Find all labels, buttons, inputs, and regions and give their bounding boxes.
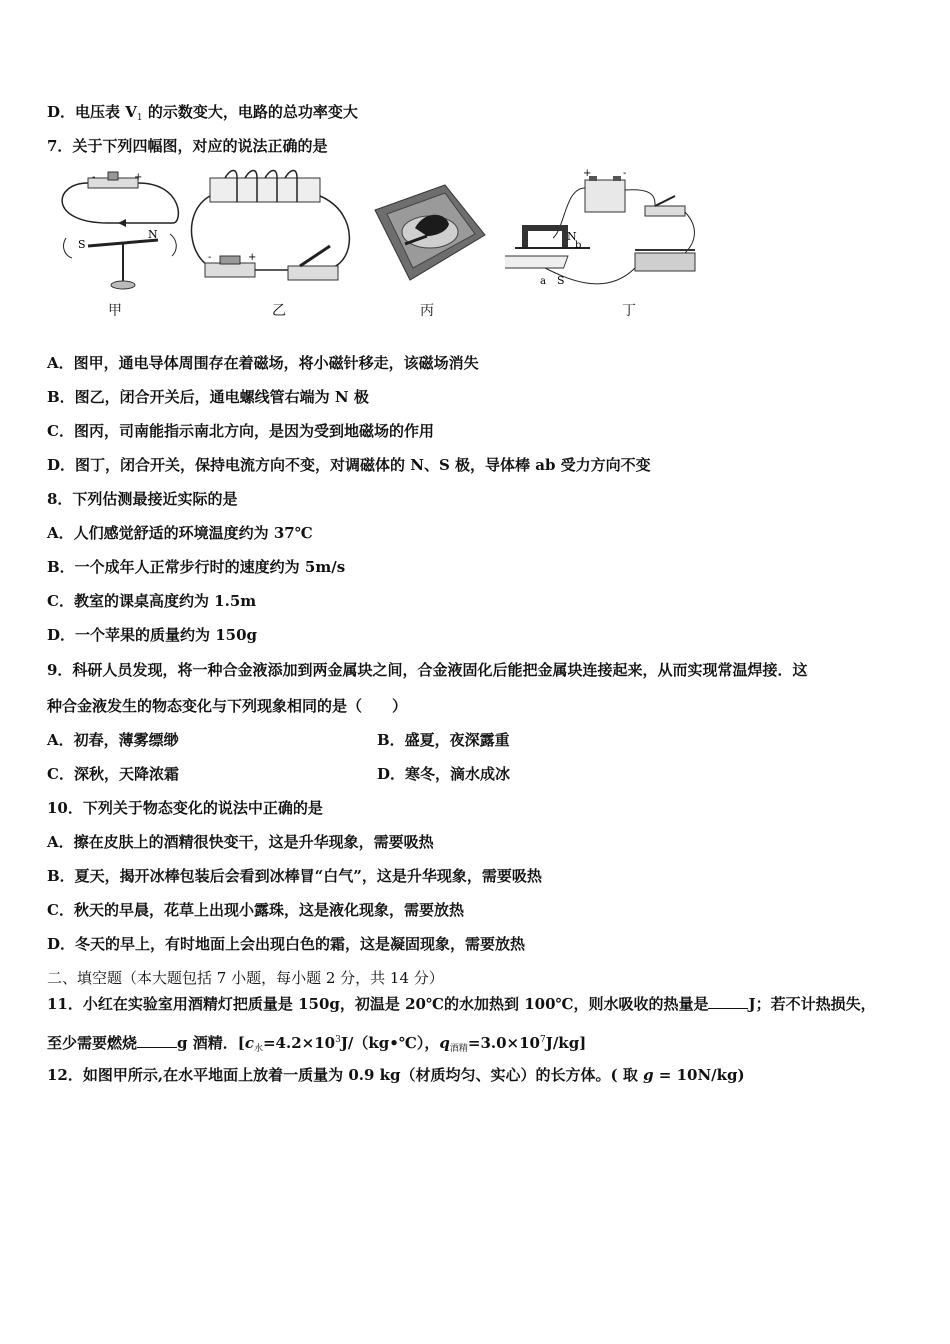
q9-option-a: A．初春，薄雾缥缈 [47,731,179,749]
q11-q-exponent: 7 [539,1035,546,1045]
q10-option-c: C．秋天的早晨，花草上出现小露珠，这是液化现象，需要放热 [47,901,464,919]
q9-stem-line1: 9．科研人员发现，将一种合金液添加到两金属块之间，合金液固化后能把金属块连接起来，从而实现常温焊接．这 [47,661,808,679]
yi-minus-sign: - [208,252,212,263]
q6d-rest: 的示数变大，电路的总功率变大 [142,103,358,121]
q9-option-c: C．深秋，天降浓霜 [47,765,179,783]
q12-text-1: 12．如图甲所示,在水平地面上放着一质量为 0.9 kg（材质均匀、实心）的长方体。( 取 [47,1066,644,1084]
q11-q-subscript: 酒精 [449,1044,468,1054]
q9-stem-line2: 种合金液发生的物态变化与下列现象相同的是（ ） [47,697,408,715]
q7-stem: 7．关于下列四幅图，对应的说法正确的是 [47,137,328,155]
q10-option-a: A．擦在皮肤上的酒精很快变干，这是升华现象，需要吸热 [47,833,434,851]
q8-option-a: A．人们感觉舒适的环境温度约为 37℃ [47,524,313,542]
q12-stem [47,1065,745,1085]
q11-q-unit: J/kg] [545,1034,587,1052]
q11-line2 [47,1030,586,1059]
q6-option-d [47,102,358,128]
figure-bing [365,180,490,285]
jia-minus-sign: - [92,172,96,183]
q10-option-d: D．冬天的早上，有时地面上会出现白色的霜，这是凝固现象，需要放热 [47,935,526,953]
q11-text-3: 至少需要燃烧 [47,1034,138,1052]
q12-text-2: = 10N/kg) [653,1066,745,1084]
ding-n-label: N [567,230,577,243]
yi-plus-sign: + [248,252,257,263]
jia-plus-sign: + [134,172,143,183]
q9-option-b: B．盛夏，夜深露重 [377,731,510,749]
figure-label-ding: 丁 [622,303,636,319]
ding-b-label: b [575,240,582,251]
q11-c-subscript: 水 [253,1044,263,1054]
ding-minus-sign: - [623,168,627,179]
figure-label-yi: 乙 [272,303,286,319]
section-2-heading: 二、填空题（本大题包括 7 小题，每小题 2 分，共 14 分） [47,969,444,987]
jia-s-label: S [78,238,86,251]
q11-q-value: =3.0×10 [467,1034,540,1052]
q8-stem: 8．下列估测最接近实际的是 [47,490,238,508]
q11-c-unit: J/（kg•℃）， [340,1034,440,1052]
q11-c-value: =4.2×10 [262,1034,336,1052]
q11-blank-2 [137,1033,177,1048]
q11-text-4: g 酒精．[ [177,1034,245,1052]
q7-option-d: D．图丁，闭合开关，保持电流方向不变，对调磁体的 N、S 极，导体棒 ab 受力方向不变 [47,456,651,474]
ding-s-label: S [557,274,565,287]
q6d-text: D．电压表 V [47,103,137,121]
q11-line1 [47,994,876,1014]
q7-option-a: A．图甲，通电导体周围存在着磁场，将小磁针移走，该磁场消失 [47,354,479,372]
q11-text-2: J；若不计热损失， [748,995,876,1013]
figure-ding [505,168,705,298]
ding-plus-sign: + [583,168,592,179]
figure-jia [48,168,188,298]
jia-n-label: N [148,228,158,241]
q7-option-b: B．图乙，闭合开关后，通电螺线管右端为 N 极 [47,388,369,406]
q11-c-symbol: c [244,1034,254,1052]
figure-label-bing: 丙 [420,303,434,319]
q10-stem: 10．下列关于物态变化的说法中正确的是 [47,799,323,817]
q7-option-c: C．图丙，司南能指示南北方向，是因为受到地磁场的作用 [47,422,434,440]
q12-g-symbol: g [643,1066,654,1084]
ding-a-label: a [540,276,546,287]
q11-blank-1 [708,994,748,1009]
q9-option-d: D．寒冬，滴水成冰 [377,765,511,783]
q8-option-d: D．一个苹果的质量约为 150g [47,626,258,644]
q6d-subscript: 1 [136,113,143,123]
q8-option-b: B．一个成年人正常步行时的速度约为 5m/s [47,558,346,576]
q7-figures [40,168,720,328]
q11-q-symbol: q [439,1034,450,1052]
q11-c-exponent: 3 [335,1035,341,1045]
q10-option-b: B．夏天，揭开冰棒包装后会看到冰棒冒“白气”，这是升华现象，需要吸热 [47,867,542,885]
figure-label-jia: 甲 [108,303,122,319]
q8-option-c: C．教室的课桌高度约为 1.5m [47,592,257,610]
figure-yi [190,168,360,298]
q11-text-1: 11．小红在实验室用酒精灯把质量是 150g，初温是 20℃的水加热到 100℃，则水吸收的热量是 [47,995,709,1013]
